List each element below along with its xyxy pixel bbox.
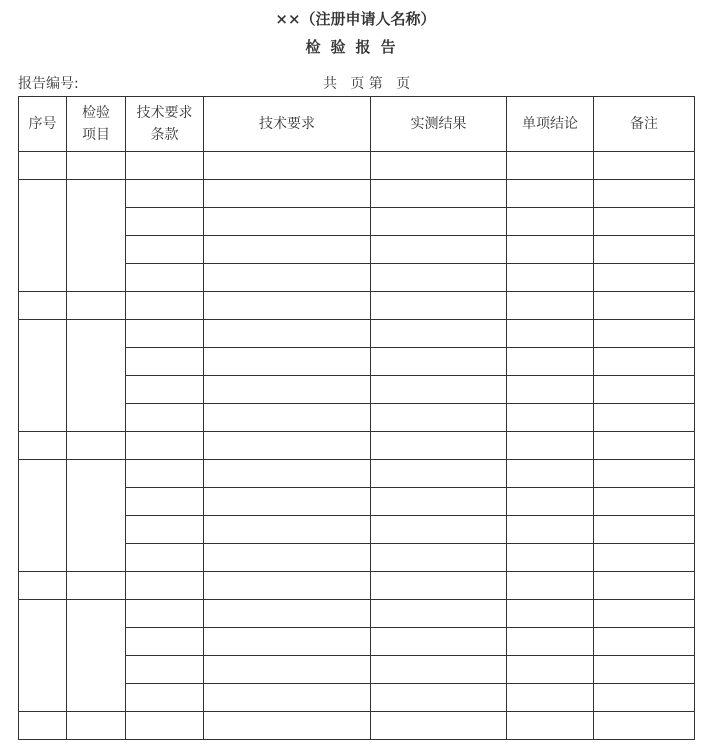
table-row [19, 600, 695, 628]
cell-clause [126, 600, 204, 628]
cell-remark [594, 712, 695, 740]
cell-conclusion [507, 432, 594, 460]
cell-conclusion [507, 208, 594, 236]
cell-result [371, 376, 507, 404]
cell-conclusion [507, 544, 594, 572]
cell-clause [126, 628, 204, 656]
cell-requirement [204, 656, 371, 684]
cell-requirement [204, 516, 371, 544]
cell-item [67, 320, 126, 432]
cell-result [371, 712, 507, 740]
table-row [19, 572, 695, 600]
cell-clause [126, 460, 204, 488]
cell-requirement [204, 600, 371, 628]
cell-clause [126, 712, 204, 740]
cell-requirement [204, 236, 371, 264]
cell-remark [594, 320, 695, 348]
cell-seq [19, 180, 67, 292]
cell-remark [594, 516, 695, 544]
cell-requirement [204, 572, 371, 600]
cell-clause [126, 376, 204, 404]
cell-result [371, 460, 507, 488]
cell-remark [594, 488, 695, 516]
header-item: 检验 项目 [67, 97, 126, 152]
cell-requirement [204, 264, 371, 292]
cell-seq [19, 712, 67, 740]
cell-clause [126, 180, 204, 208]
cell-requirement [204, 684, 371, 712]
cell-conclusion [507, 572, 594, 600]
cell-remark [594, 264, 695, 292]
cell-conclusion [507, 684, 594, 712]
cell-item [67, 180, 126, 292]
cell-result [371, 264, 507, 292]
cell-seq [19, 320, 67, 432]
cell-seq [19, 432, 67, 460]
table-row [19, 152, 695, 180]
cell-remark [594, 572, 695, 600]
cell-result [371, 208, 507, 236]
cell-result [371, 488, 507, 516]
table-row [19, 292, 695, 320]
inspection-table [18, 96, 695, 740]
cell-clause [126, 208, 204, 236]
cell-remark [594, 656, 695, 684]
cell-result [371, 572, 507, 600]
cell-clause [126, 264, 204, 292]
cell-result [371, 320, 507, 348]
cell-conclusion [507, 348, 594, 376]
cell-result [371, 236, 507, 264]
cell-requirement [204, 208, 371, 236]
document-title: ××（注册申请人名称） [275, 10, 436, 28]
cell-clause [126, 684, 204, 712]
cell-requirement [204, 712, 371, 740]
cell-result [371, 180, 507, 208]
cell-requirement [204, 460, 371, 488]
table-row [19, 712, 695, 740]
cell-seq [19, 572, 67, 600]
header-conclusion: 单项结论 [507, 97, 594, 152]
cell-conclusion [507, 180, 594, 208]
cell-result [371, 152, 507, 180]
cell-conclusion [507, 292, 594, 320]
cell-conclusion [507, 488, 594, 516]
cell-clause [126, 236, 204, 264]
cell-seq [19, 292, 67, 320]
cell-remark [594, 544, 695, 572]
cell-item [67, 152, 126, 180]
cell-conclusion [507, 376, 594, 404]
cell-conclusion [507, 516, 594, 544]
cell-conclusion [507, 152, 594, 180]
cell-seq [19, 460, 67, 572]
table-header-row [19, 97, 695, 152]
cell-remark [594, 628, 695, 656]
cell-clause [126, 656, 204, 684]
cell-requirement [204, 180, 371, 208]
page-count-info: 共 页 第 页 [323, 76, 411, 92]
cell-remark [594, 460, 695, 488]
document-subtitle: 检验报告 [305, 38, 406, 56]
cell-conclusion [507, 404, 594, 432]
header-result: 实测结果 [371, 97, 507, 152]
cell-conclusion [507, 628, 594, 656]
cell-item [67, 572, 126, 600]
cell-item [67, 600, 126, 712]
cell-requirement [204, 628, 371, 656]
cell-remark [594, 432, 695, 460]
cell-clause [126, 572, 204, 600]
cell-requirement [204, 320, 371, 348]
cell-conclusion [507, 460, 594, 488]
cell-result [371, 684, 507, 712]
table-body [19, 152, 695, 740]
header-clause: 技术要求 条款 [126, 97, 204, 152]
cell-seq [19, 600, 67, 712]
cell-result [371, 432, 507, 460]
cell-requirement [204, 432, 371, 460]
table-row [19, 320, 695, 348]
cell-result [371, 404, 507, 432]
cell-result [371, 544, 507, 572]
cell-clause [126, 348, 204, 376]
cell-conclusion [507, 320, 594, 348]
cell-requirement [204, 488, 371, 516]
header-remark: 备注 [594, 97, 695, 152]
cell-remark [594, 376, 695, 404]
cell-remark [594, 600, 695, 628]
cell-result [371, 348, 507, 376]
cell-requirement [204, 152, 371, 180]
cell-conclusion [507, 264, 594, 292]
cell-result [371, 292, 507, 320]
cell-remark [594, 404, 695, 432]
cell-result [371, 628, 507, 656]
cell-remark [594, 684, 695, 712]
cell-remark [594, 180, 695, 208]
cell-remark [594, 208, 695, 236]
cell-requirement [204, 348, 371, 376]
cell-result [371, 656, 507, 684]
cell-item [67, 460, 126, 572]
report-number-label: 报告编号: [18, 76, 79, 92]
cell-remark [594, 292, 695, 320]
cell-clause [126, 292, 204, 320]
cell-item [67, 432, 126, 460]
header-seq: 序号 [19, 97, 67, 152]
cell-conclusion [507, 600, 594, 628]
cell-requirement [204, 544, 371, 572]
cell-requirement [204, 292, 371, 320]
cell-remark [594, 236, 695, 264]
cell-seq [19, 152, 67, 180]
cell-clause [126, 320, 204, 348]
cell-result [371, 600, 507, 628]
cell-clause [126, 544, 204, 572]
cell-requirement [204, 376, 371, 404]
cell-clause [126, 488, 204, 516]
table-row [19, 432, 695, 460]
cell-result [371, 516, 507, 544]
cell-requirement [204, 404, 371, 432]
cell-clause [126, 516, 204, 544]
table-row [19, 180, 695, 208]
table-row [19, 460, 695, 488]
cell-remark [594, 152, 695, 180]
cell-conclusion [507, 236, 594, 264]
cell-item [67, 712, 126, 740]
cell-clause [126, 432, 204, 460]
cell-clause [126, 404, 204, 432]
cell-conclusion [507, 712, 594, 740]
cell-conclusion [507, 656, 594, 684]
cell-remark [594, 348, 695, 376]
header-requirement: 技术要求 [204, 97, 371, 152]
cell-item [67, 292, 126, 320]
cell-clause [126, 152, 204, 180]
